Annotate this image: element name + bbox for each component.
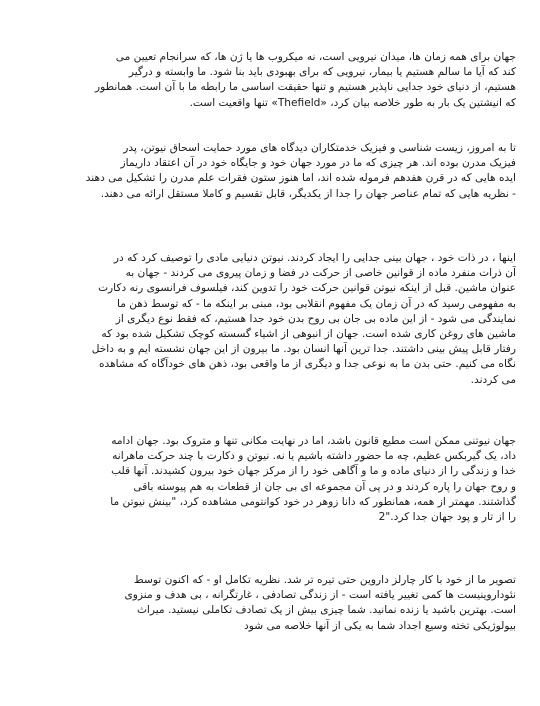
paragraph-line: نمایندگی می شود - از این ماده بی جان بی روح بدن خود جدا هستیم، که فقط نوع دیگری از: [115, 312, 516, 325]
paragraph-line: اینها ، در ذات خود ، جهان بینی جدایی را ایجاد کردند. نیوتن دنیایی مادی را توصیف کرد که در: [113, 252, 516, 264]
paragraph-line: که انیشتین یک بار به طور خلاصه بیان کرد، «Thefield» تنها واقعیت است.: [189, 96, 516, 109]
paragraph-line: و روح جهان را پاره کردند و در پی آن مجموعه ای بی جان از قطعات به هم پیوسته باقی: [133, 480, 516, 493]
paragraph-line: بیولوژیکی تخته وسیع اجداد شما به یکی از آنها خلاصه می شود: [244, 619, 516, 632]
paragraph-line: هستیم، از دنیای خود جدایی ناپذیر هستیم و تنها حقیقت اساسی ما رابطه ما با آن است. همانطور: [95, 81, 516, 94]
paragraph-line: به مفهومی رسید که در آن زمان یک مفهوم انقلابی بود، مبنی بر اینکه ما - که توسط ذهن ما: [117, 297, 516, 310]
paragraph-line: گذاشتند. مهمتر از همه، همانطور که دانا زوهر در خود کوانتومی مشاهده کرد، "بینش نیوتن ما: [110, 495, 516, 508]
paragraph-line: را از تار و پود جهان جدا کرد."2: [378, 511, 516, 524]
paragraph-5: [40, 573, 516, 634]
paragraph-2: [40, 141, 516, 202]
paragraph-line: عنوان ماشین. قبل از اینکه نیوتن قوانین حرکت خود را تدوین کند، فیلسوف فرانسوی رنه دکارت: [98, 282, 516, 295]
paragraph-line: تا به امروز، زیست شناسی و فیزیک خدمتکاران دیدگاه های مورد حمایت اسحاق نیوتن، پدر: [123, 142, 516, 154]
paragraph-line: آن ذرات منفرد ماده از قوانین خاصی از حرکت در فضا و زمان پیروی می کردند - جهان به: [125, 267, 516, 280]
paragraph-line: نئوداروینیست ها کمی تغییر یافته است - از زندگی تصادفی ، غارتگرانه ، بی هدف و منزوی: [124, 589, 516, 602]
paragraph-line: است. بهترین باشید یا زنده نمانید. شما چیزی بیش از یک تصادف تکاملی نیستید. میراث: [136, 604, 516, 617]
paragraph-line: نگاه می کنیم. حتی بدن ما به نوعی جدا و دیگری از ما واقعی بود، ذهن های خودآگاه که مشاهده: [98, 358, 516, 371]
paragraph-line: خدا و زندگی را از دنیای ماده و ما و آگاهی خود را از مرکز جهان خود بیرون کشیدند. آنها قلب: [111, 465, 516, 478]
paragraph-line: جهان نیوتنی ممکن است مطیع قانون باشد، اما در نهایت مکانی تنها و متروک بود. جهان ادامه: [111, 435, 516, 447]
paragraph-line: رفتار قابل پیش بینی داشتند. جدا ترین آنها انسان بود. ما بیرون از این جهان نشسته ایم و به داخل: [91, 343, 516, 356]
paragraph-line: کند که آیا ما سالم هستیم یا بیمار، نیرویی که برای بهبودی باید بنا شود. ما وابسته و درگیر: [128, 66, 516, 79]
paragraph-line: داد، یک گیربکس عظیم، چه ما حضور داشته باشیم یا نه. نیوتن و دکارت با چند حرکت ماهرانه: [112, 450, 516, 463]
paragraph-line: تصویر ما از خود با کار چارلز داروین حتی تیره تر شد. نظریه تکامل او - که اکنون توسط: [133, 574, 516, 586]
paragraph-line: - نظریه هایی که تمام عناصر جهان را جدا از یکدیگر، قابل تقسیم و کاملا مستقل ارائه می دهند.: [100, 187, 516, 200]
paragraph-line: ایده هایی که در قرن هفدهم فرموله شده اند، اما هنوز ستون فقرات علم مدرن را تشکیل می دهند: [85, 172, 516, 185]
paragraph-line: می کردند.: [470, 373, 516, 386]
paragraph-3: [40, 251, 516, 388]
paragraph-4: [40, 434, 516, 525]
paragraph-line: جهان برای همه زمان ها، میدان نیرویی است، نه میکروب ها یا ژن ها، که سرانجام تعیین می: [115, 51, 516, 63]
paragraph-line: ماشین های روغن کاری شده است. جهان از انبوهی از اشیاء گسسته کوچک تشکیل شده بود که: [101, 328, 516, 341]
paragraph-1: [40, 50, 516, 111]
paragraph-line: فیزیک مدرن بوده اند. هر چیزی که ما در مورد جهان خود و جایگاه خود در آن اعتقاد داریماز: [120, 157, 516, 170]
